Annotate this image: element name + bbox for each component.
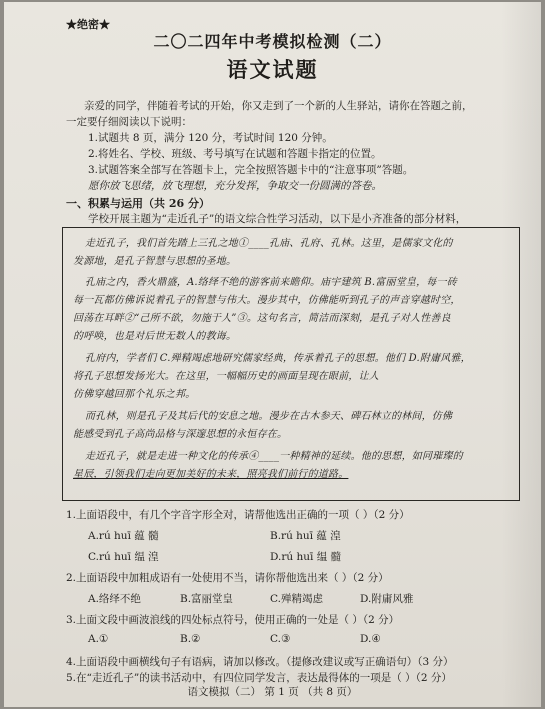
passage-line: 发源地，是孔子智慧与思想的圣地。 [73, 256, 237, 267]
q1-stem: 1.上面语段中，有几个字音字形全对，请帮他选出正确的一项（ ）（2 分） [66, 509, 410, 521]
intro-line-3: 1.试题共 8 页，满分 120 分，考试时间 120 分钟。 [88, 132, 333, 144]
q1-option-b: B.rú huī 蕴 湟 [270, 530, 341, 542]
exam-paper [4, 2, 541, 707]
q2-option-a: A.络绎不绝 [88, 593, 141, 605]
passage-line: 孔府内，学者们 C.殚精竭虑地研究儒家经典，传承着孔子的思想。他们 D.附庸风雅， [85, 353, 471, 364]
q1-option-c: C.rú huī 缊 湟 [88, 551, 159, 563]
passage-line: 每一瓦都仿佛诉说着孔子的智慧与伟大。漫步其中，仿佛能听到孔子的声音穿越时空， [73, 295, 461, 306]
passage-box [62, 227, 520, 501]
q3-option-b: B.② [180, 633, 201, 645]
intro-line-4: 2.将姓名、学校、班级、考号填写在试题和答题卡指定的位置。 [88, 148, 382, 160]
q3-stem: 3.上面文段中画波浪线的四处标点符号，使用正确的一处是（ ）（2 分） [66, 614, 400, 626]
subject-title: 语文试题 [226, 57, 319, 82]
intro-line-5: 3.试题答案全部写在答题卡上，完全按照答题卡中的“注意事项”答题。 [88, 164, 414, 176]
passage-line-underlined: 星辰，引领我们走向更加美好的未来，照亮我们前行的道路。 [73, 469, 349, 480]
passage-line: 走近孔子，我们首先踏上三孔之地①____孔庙、孔府、孔林。这里，是儒家文化的 [85, 238, 453, 249]
passage-line: 走近孔子，就是走进一种文化的传承④____一种精神的延续。他的思想，如同璀璨的 [85, 451, 463, 462]
section-heading: 一、积累与运用（共 26 分） [66, 197, 210, 210]
q1-option-d: D.rú huī 缊 髓 [270, 551, 342, 563]
q1-option-a: A.rú huī 蕴 髓 [88, 530, 159, 542]
passage-line: 能感受到孔子高尚品格与深邃思想的永恒存在。 [73, 429, 288, 440]
intro-line-2: 一定要仔细阅读以下说明： [66, 116, 192, 128]
page-footer: 语文模拟（二） 第 1 页 （共 8 页） [187, 686, 358, 698]
q2-option-c: C.殚精竭虑 [270, 593, 323, 605]
q5-stem: 5.在“走近孔子”的读书活动中，有四位同学发言，表达最得体的一项是（ ）（2 分） [66, 672, 452, 684]
q3-option-d: D.④ [360, 633, 381, 645]
passage-line: 的呼唤，也是对后世无数人的教诲。 [73, 331, 237, 342]
encourage-line: 愿你放飞思绪，放飞理想，充分发挥，争取交一份圆满的答卷。 [88, 180, 382, 192]
page-shadow [501, 2, 541, 707]
passage-line: 孔庙之内，香火鼎盛，A.络绎不绝的游客前来瞻仰。庙宇建筑 B.富丽堂皇，每一砖 [85, 277, 457, 288]
exam-title: 二〇二四年中考模拟检测（二） [153, 32, 392, 51]
intro-line-1: 亲爱的同学，伴随着考试的开始，你又走到了一个新的人生驿站，请你在答题之前， [84, 100, 473, 112]
q3-option-a: A.① [88, 633, 109, 645]
secret-mark: ★绝密★ [66, 18, 110, 31]
passage-line: 仿佛穿越回那个礼乐之邦。 [73, 389, 196, 400]
passage-line: 将孔子思想发扬光大。在这里，一幅幅历史的画面呈现在眼前，让人 [73, 371, 379, 382]
passage-line: 回荡在耳畔②“己所不欲，勿施于人”③。这句名言，简洁而深刻，是孔子对人性善良 [73, 313, 451, 324]
q4-stem: 4.上面语段中画横线句子有语病，请加以修改。（提修改建议或写正确语句）（3 分） [66, 656, 454, 668]
section-prompt-1: 学校开展主题为“走近孔子”的语文综合性学习活动，以下是小齐准备的部分材料， [88, 213, 467, 225]
q2-stem: 2.上面语段中加粗成语有一处使用不当，请你帮他选出来（ ）（2 分） [66, 572, 389, 584]
q2-option-b: B.富丽堂皇 [180, 593, 234, 605]
q2-option-d: D.附庸风雅 [360, 593, 414, 605]
passage-line: 而孔林，则是孔子及其后代的安息之地。漫步在古木参天、碑石林立的林间，仿佛 [85, 411, 453, 422]
q3-option-c: C.③ [270, 633, 291, 645]
